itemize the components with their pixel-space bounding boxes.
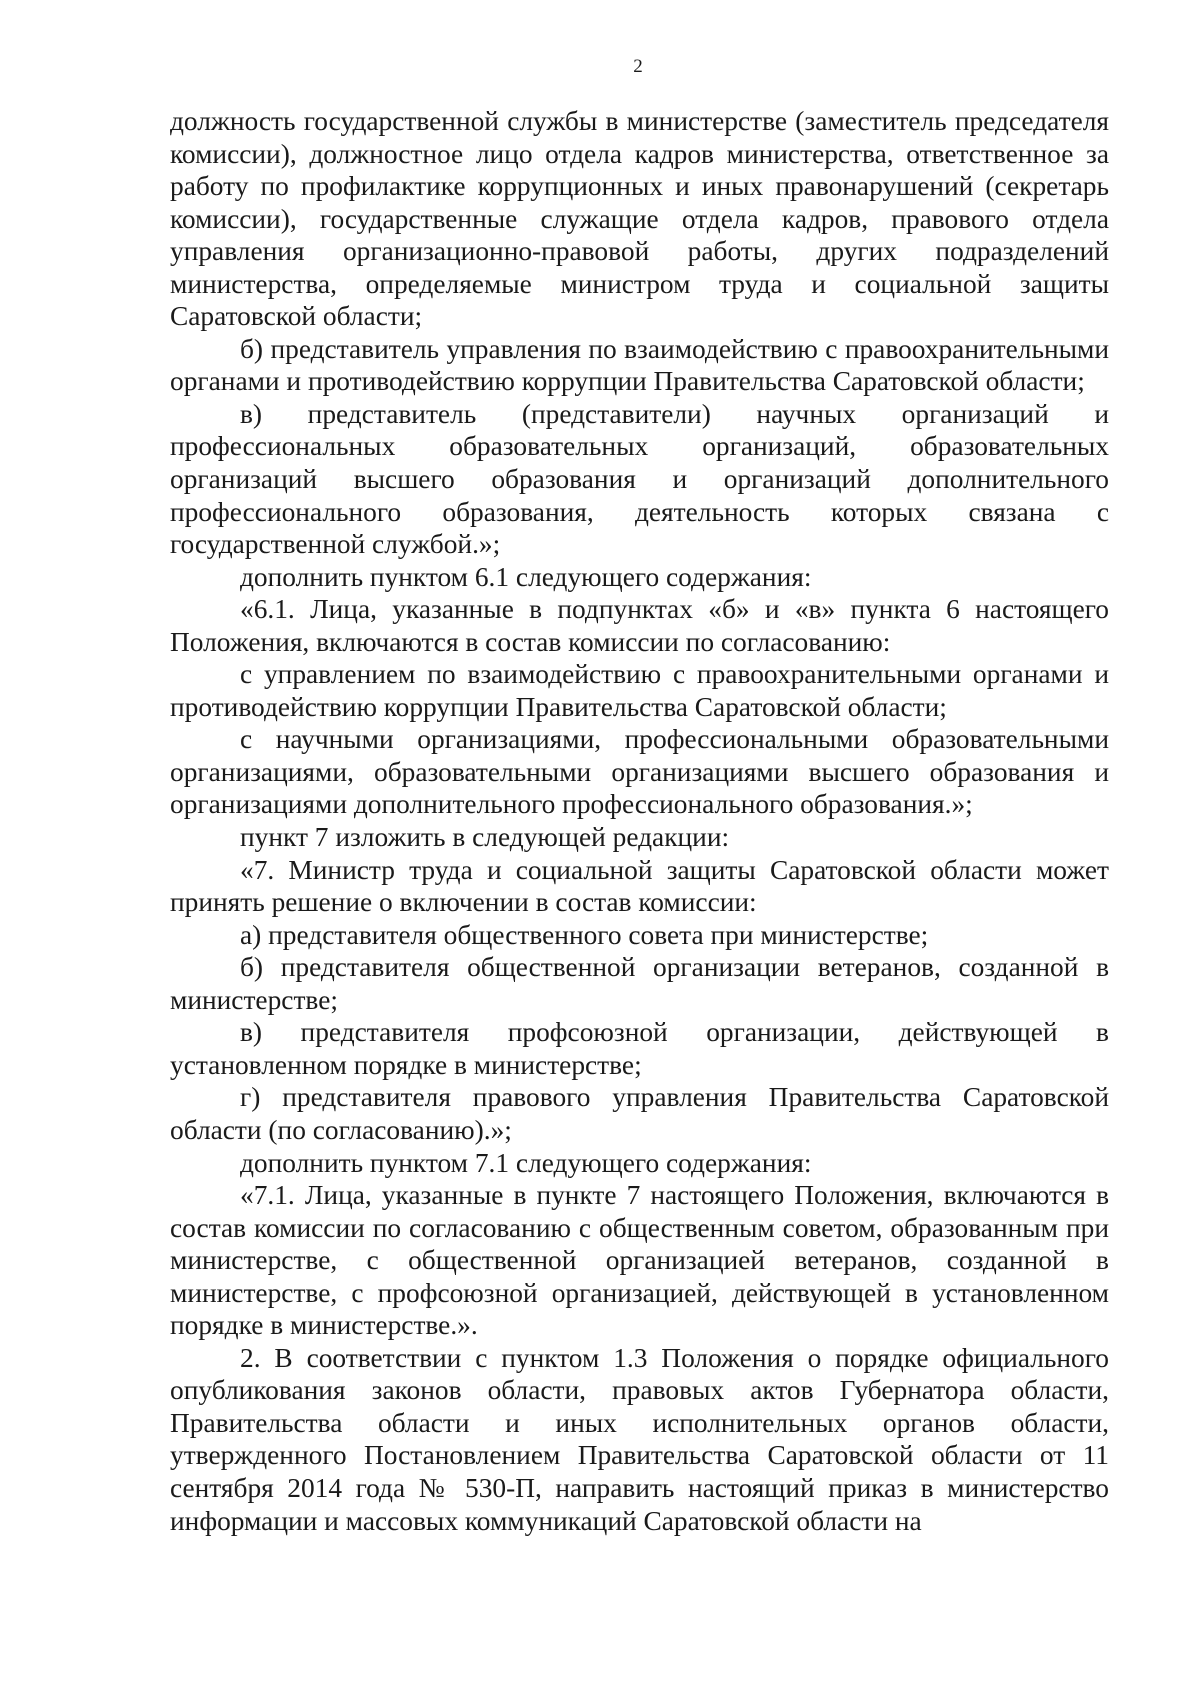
page-number: 2 [633, 56, 643, 77]
paragraph-6-1-first-agreement: с управлением по взаимодействию с правоохранительными органами и противодействию коррупции Правительства Саратовской области; [170, 659, 1109, 722]
paragraph-7-1-text: «7.1. Лица, указанные в пункте 7 настоящего Положения, включаются в состав комиссии по согласованию с общественным советом, образованным при министерстве, с общественной организацией ветеранов, созданной в министерстве, с профсоюзной организацией, действующей в установленном порядке в министерстве.». [170, 1180, 1109, 1341]
paragraph-6-1-text: «6.1. Лица, указанные в подпунктах «б» и «в» пункта 6 настоящего Положения, включаются в состав комиссии по согласованию: [170, 594, 1109, 657]
document-body [170, 105, 1109, 1537]
paragraph-7-item-v: в) представителя профсоюзной организации, действующей в установленном порядке в министерстве; [170, 1017, 1109, 1080]
paragraph-7-item-g: г) представителя правового управления Правительства Саратовской области (по согласованию).»; [170, 1082, 1109, 1145]
paragraph-subitem-b: б) представитель управления по взаимодействию с правоохранительными органами и противодействию коррупции Правительства Саратовской области; [170, 333, 1109, 397]
paragraph-point-7-heading: пункт 7 изложить в следующей редакции: [240, 822, 730, 853]
paragraph-point-7-text: «7. Министр труда и социальной защиты Саратовской области может принять решение о включении в состав комиссии: [170, 854, 1109, 918]
paragraph-section-2: 2. В соответствии с пунктом 1.3 Положения о порядке официального опубликования законов области, правовых актов Губернатора области, Правительства области и иных исполнительных органов области, утвержденного Постановлением Правительства Саратовской области от 11 сентября 2014 года № 530-П, направить настоящий приказ в министерство информации и массовых коммуникаций Саратовской области на [170, 1342, 1109, 1536]
paragraph-7-item-a: а) представителя общественного совета при министерстве; [240, 919, 929, 950]
paragraph-subitem-v: в) представитель (представители) научных организаций и профессиональных образовательных организаций, образовательных организаций высшего образования и организаций дополнительного профессионального образования, деятельность которых связана с государственной службой.»; [170, 398, 1109, 560]
paragraph-add-6-1: дополнить пунктом 6.1 следующего содержания: [240, 561, 812, 592]
paragraph-7-item-b: б) представителя общественной организации ветеранов, созданной в министерстве; [170, 952, 1109, 1015]
paragraph-add-7-1: дополнить пунктом 7.1 следующего содержания: [240, 1147, 812, 1178]
paragraph-continuation: должность государственной службы в министерстве (заместитель председателя комиссии), должностное лицо отдела кадров министерства, ответственное за работу по профилактике коррупционных и иных правонарушений (секретарь комиссии), государственные служащие отдела кадров, правового отдела управления организационно-правовой работы, других подразделений министерства, определяемые министром труда и социальной защиты Саратовской области; [170, 106, 1109, 332]
paragraph-6-1-second-agreement: с научными организациями, профессиональными образовательными организациями, образовательными организациями высшего образования и организациями дополнительного профессионального образования.»; [170, 724, 1109, 820]
